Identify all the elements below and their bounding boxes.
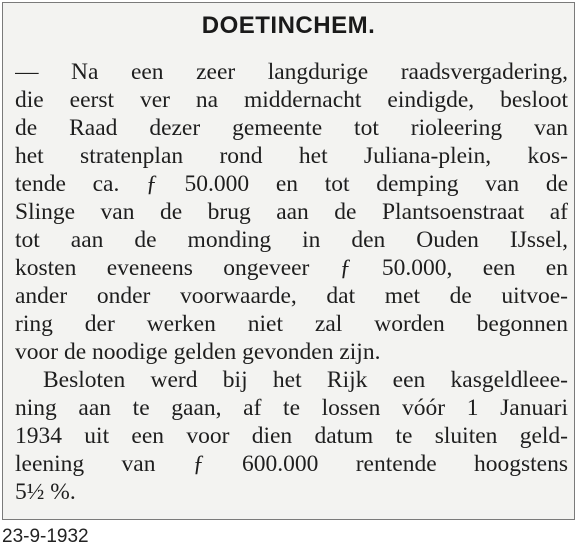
article-line: tot aan de monding in den Ouden IJssel, [15,227,568,253]
article-line: Slinge van de brug aan de Plantsoenstraat af [15,199,568,225]
article-line: voor de noodige gelden gevonden zijn. [15,339,381,365]
article-line: 1934 uit een voor dien datum te sluiten geld- [15,423,568,449]
article-line: de Raad dezer gemeente tot rioleering van [15,115,568,141]
newspaper-clipping [2,2,575,520]
article-line: het stratenplan rond het Juliana-plein, kos- [15,143,568,169]
date-caption: 23-9-1932 [2,526,89,547]
article-line: tende ca. ƒ 50.000 en tot demping van de [15,171,568,197]
article-line: leening van ƒ 600.000 rentende hoogstens [15,451,568,477]
article-line: ning aan te gaan, af te lossen vóór 1 Januari [15,395,568,421]
article-line: — Na een zeer langdurige raadsvergadering, [15,59,568,85]
article-line: 5½ %. [15,479,76,505]
article-line: ander onder voorwaarde, dat met de uitvoe- [15,283,568,309]
article-line: die eerst ver na middernacht eindigde, besloot [15,87,568,113]
article-headline: DOETINCHEM. [201,12,376,39]
article-line: ring der werken niet zal worden begonnen [15,311,568,337]
article-line: kosten eveneens ongeveer ƒ 50.000, een en [15,255,568,281]
article-line: Besloten werd bij het Rijk een kasgeldleee- [43,367,568,393]
